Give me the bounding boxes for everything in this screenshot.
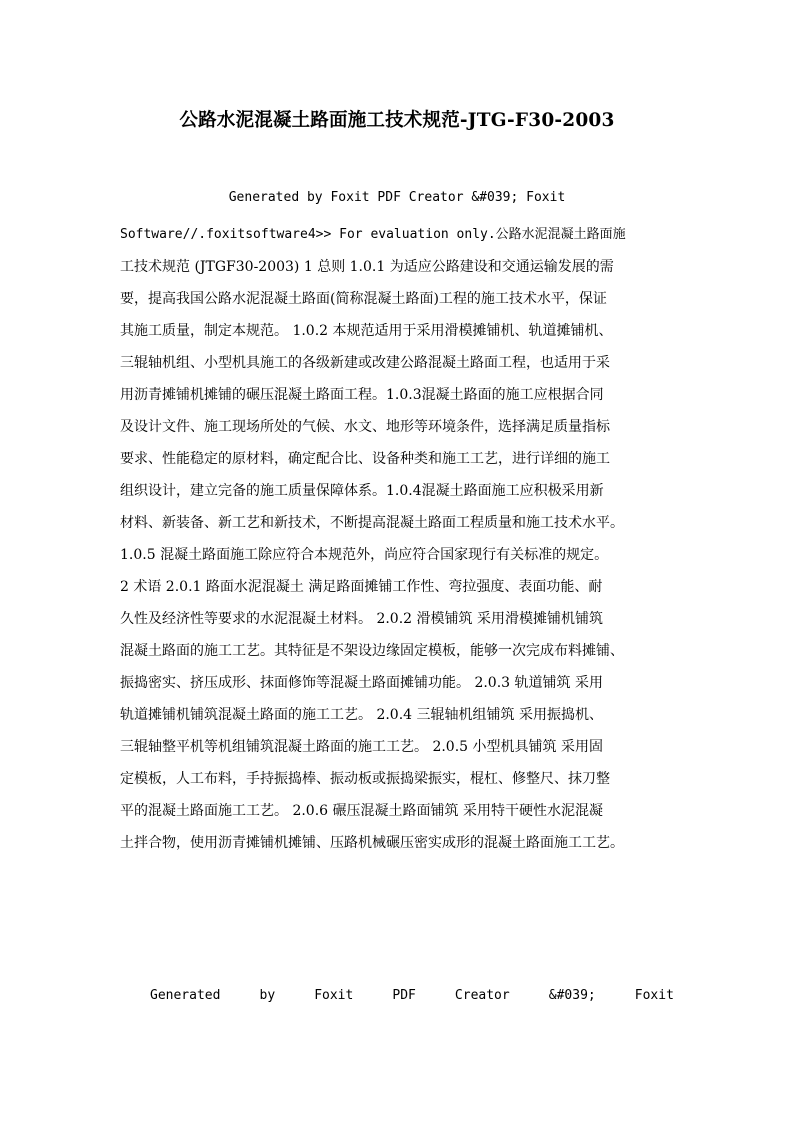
footer-word: Foxit	[314, 988, 354, 1003]
body-line: 1.0.5 混凝土路面施工除应符合本规范外，尚应符合国家现行有关标准的规定。	[120, 547, 609, 563]
body-line: 其施工质量，制定本规范。 1.0.2 本规范适用于采用滑模摊铺机、轨道摊铺机、	[120, 323, 613, 339]
generated-header: Generated by Foxit PDF Creator &#039; Foxit	[228, 190, 566, 205]
body-line: Software//.foxitsoftware4>> For evaluation only.公路水泥混凝土路面施	[120, 227, 626, 242]
footer-word: Foxit	[634, 988, 674, 1003]
body-text	[120, 219, 680, 859]
body-line: 久性及经济性等要求的水泥混凝土材料。 2.0.2 滑模铺筑 采用滑模摊铺机铺筑	[120, 611, 603, 627]
body-line: 振捣密实、挤压成形、抹面修饰等混凝土路面摊铺功能。 2.0.3 轨道铺筑 采用	[120, 675, 603, 691]
footer-word: PDF	[392, 988, 416, 1003]
body-line: 三辊轴整平机等机组铺筑混凝土路面的施工工艺。 2.0.5 小型机具铺筑 采用固	[120, 739, 603, 755]
footer-word: Generated	[150, 988, 221, 1003]
body-line: 要求、性能稳定的原材料，确定配合比、设备种类和施工工艺，进行详细的施工	[120, 451, 610, 467]
body-line: 及设计文件、施工现场所处的气候、水文、地形等环境条件，选择满足质量指标	[120, 419, 610, 435]
footer-word: &#039;	[548, 988, 596, 1003]
document-title: 公路水泥混凝土路面施工技术规范-JTG-F30-2003	[179, 110, 615, 131]
body-line: 三辊轴机组、小型机具施工的各级新建或改建公路混凝土路面工程，也适用于采	[120, 355, 610, 371]
body-line: 要，提高我国公路水泥混凝土路面(简称混凝土路面)工程的施工技术水平，保证	[120, 291, 607, 307]
body-line: 工技术规范 (JTGF30-2003) 1 总则 1.0.1 为适应公路建设和交通运输发展的需	[120, 259, 614, 275]
footer-word: Creator	[454, 988, 510, 1003]
body-line: 轨道摊铺机铺筑混凝土路面的施工工艺。 2.0.4 三辊轴机组铺筑 采用振捣机、	[120, 707, 603, 723]
footer-word: by	[259, 988, 276, 1003]
generated-footer	[150, 988, 674, 1003]
body-line: 用沥青摊铺机摊铺的碾压混凝土路面工程。1.0.3混凝土路面的施工应根据合同	[120, 387, 604, 403]
body-line: 混凝土路面的施工工艺。其特征是不架设边缘固定模板，能够一次完成布料摊铺、	[120, 643, 624, 659]
body-line: 定模板，人工布料，手持振捣棒、振动板或振捣梁振实，棍杠、修整尺、抹刀整	[120, 771, 610, 787]
body-line: 组织设计，建立完备的施工质量保障体系。1.0.4混凝土路面施工应积极采用新	[120, 483, 604, 499]
body-line: 平的混凝土路面施工工艺。 2.0.6 碾压混凝土路面铺筑 采用特干硬性水泥混凝	[120, 803, 603, 819]
body-line: 2 术语 2.0.1 路面水泥混凝土 满足路面摊铺工作性、弯拉强度、表面功能、耐	[120, 579, 603, 595]
body-line: 土拌合物，使用沥青摊铺机摊铺、压路机械碾压密实成形的混凝土路面施工工艺。	[120, 835, 624, 851]
body-line: 材料、新装备、新工艺和新技术，不断提高混凝土路面工程质量和施工技术水平。	[120, 515, 624, 531]
